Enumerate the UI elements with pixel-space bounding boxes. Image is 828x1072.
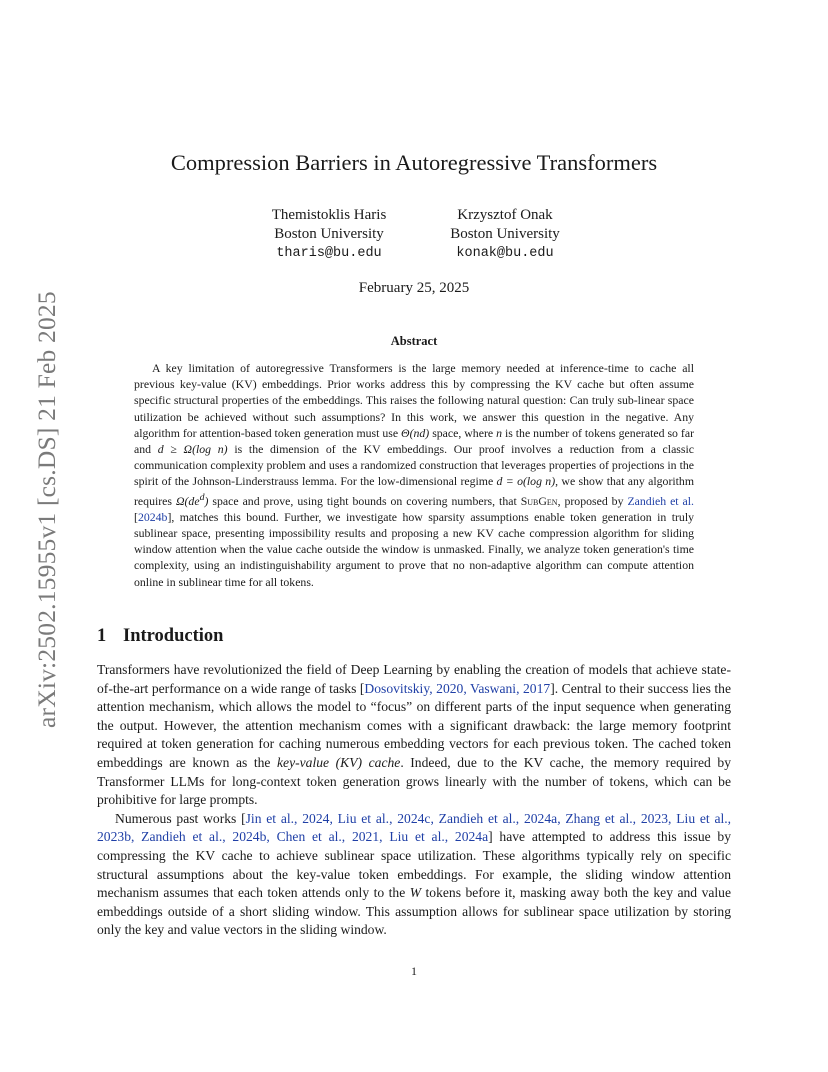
citation-link[interactable]: Jin et al., 2024 — [245, 810, 330, 826]
abstract-text: , we show that any algorithm requires — [134, 474, 695, 508]
abstract-text: , proposed by — [557, 493, 628, 508]
author-affiliation: Boston University — [274, 226, 384, 242]
section-title: Introduction — [123, 626, 224, 646]
math-part: Ω(de — [175, 493, 200, 508]
citation-link[interactable]: Chen et al., 2021 — [276, 829, 380, 845]
body-text: Numerous past works [ — [115, 810, 246, 826]
citation-link[interactable]: Zandieh et al. — [627, 493, 695, 508]
citation-link[interactable]: Liu et al., 2024c — [337, 810, 431, 826]
author-name: Themistoklis Haris — [271, 207, 387, 223]
body-text: . Indeed, due to the KV cache, the memory required by Transformer LLMs for long-context token generation grows linearly with the number of tokens, which can be prohibitive for large prompts. — [97, 754, 732, 808]
math-inline: n — [496, 425, 502, 440]
author-email[interactable]: konak@bu.edu — [456, 246, 554, 261]
intro-paragraph-1: Transformers have revolutionized the field of Deep Learning by enabling the creation of models that achieve state-of-the-art performance on a wide range of tasks [Dosovitskiy, 2020, Vaswani, 2017]. Central to their success lies the attention mechanism, which allows the model to “focus” on different parts of the input sequence when generating the output. However, the attention mechanism comes with a significant drawback: the large memory footprint required at token generation for caching numerous embedding vectors for each previous token. The cached token embeddings are known as the key-value (KV) cache. Indeed, due to the KV cache, the memory required by Transformer LLMs for long-context token generation grows linearly with the number of tokens, which can be prohibitive for large prompts. — [97, 662, 732, 808]
author-name: Krzysztof Onak — [457, 207, 553, 223]
author-email[interactable]: tharis@bu.edu — [276, 246, 382, 261]
author-haris — [248, 206, 410, 263]
citation-link[interactable]: Liu et al., 2023b — [97, 810, 732, 845]
citation-link[interactable]: Dosovitskiy, 2020 — [364, 680, 464, 696]
section-number: 1 — [97, 626, 107, 646]
section-heading-introduction — [97, 626, 223, 647]
citation-link[interactable]: Liu et al., 2024a — [389, 829, 489, 845]
page-number: 1 — [411, 964, 417, 978]
citation-link[interactable]: Zandieh et al., 2024a — [438, 810, 558, 826]
abstract-heading: Abstract — [390, 334, 438, 348]
citation-link[interactable]: Zandieh et al., 2024b — [141, 829, 267, 845]
emphasized-term: key-value (KV) cache — [277, 754, 401, 770]
citation-link[interactable]: 2024b — [137, 509, 168, 524]
body-text: ]. Central to their success lies the attention mechanism, which allows the model to “focus” on different parts of the input sequence when generating the output. However, the attention mechanism comes with a significant drawback: the large memory footprint required at token generation for caching numerous embedding vectors for each previous token. The cached token embeddings are known as the — [97, 680, 731, 770]
abstract-text: A key limitation of autoregressive Transformers is the large memory needed at inference-time to cache all previous key-value (KV) embeddings. Prior works address this by compressing the KV cache but often assume specific structural properties of the embeddings. This raises the following natural question: Can truly sub-linear space utilization be achieved without such assumptions? In this work, we answer this question in the negative. Any algorithm for attention-based token generation must use — [134, 361, 694, 440]
abstract-text: , matches this bound. Further, we investigate how sparsity assumptions enable token generation in truly sublinear space, presenting impossibility results and proposing a new KV cache compression algorithm for sliding window attention when the value cache outside the window is unmasked. Finally, we analyze token generation's time complexity, using an indistinguishability argument to prove that no non-adaptive algorithm can compute attention online in sublinear time for all tokens. — [134, 509, 694, 589]
introduction-body — [97, 661, 731, 940]
body-text: tokens before it, masking away both the key and value embeddings outside of a short sliding window. This assumption allows for sublinear space utilization by storing only the key and value vectors in the sliding window. — [97, 885, 732, 938]
math-inline: d ≥ Ω(log n) — [157, 442, 228, 457]
body-text: Transformers have revolutionized the field of Deep Learning by enabling the creation of models that achieve state-of-the-art performance on a wide range of tasks [ — [97, 662, 731, 696]
paper-date: February 25, 2025 — [358, 280, 470, 296]
paper-title: Compression Barriers in Autoregressive Transformers — [170, 150, 658, 175]
abstract-text: is the dimension of the KV embeddings. Our proof involves a reduction from a classic communication complexity problem and uses a randomized construction that leverages properties of projections in the spirit of the Johnson-Linderstrauss lemma. For the low-dimensional regime — [134, 442, 695, 489]
abstract-text: space, where — [429, 425, 497, 440]
arxiv-identifier-stamp: arXiv:2502.15955v1 [cs.DS] 21 Feb 2025 — [32, 291, 61, 728]
abstract-paragraph: A key limitation of autoregressive Transformers is the large memory needed at inference-time to cache all previous key-value (KV) embeddings. Prior works address this by compressing the KV cache but often assume specific structural properties of the embeddings. This raises the following natural question: Can truly sub-linear space utilization be achieved without such assumptions? In this work, we answer this question in the negative. Any algorithm for attention-based token generation must use Θ(nd) space, where n is the number of tokens generated so far and d ≥ Ω(log n) is the dimension of the KV embeddings. Our proof involves a reduction from a classic communication complexity problem and uses a randomized construction that leverages properties of projections in the spirit of the Johnson-Linderstrauss lemma. For the low-dimensional regime d = o(log n), we show that any algorithm requires $\Omega(de^d)$ space and prove, using tight bounds on covering numbers, that SubGen, proposed by Zandieh et al. [2024b], matches this bound. Further, we investigate how sparsity assumptions enable token generation in truly sublinear space, presenting impossibility results and proposing a new KV cache compression algorithm for sliding window attention when the value cache outside the window is unmasked. Finally, we analyze token generation's time complexity, using an indistinguishability argument to prove that no non-adaptive algorithm can compute attention online in sublinear time for all tokens. — [134, 361, 695, 589]
math-inline — [175, 491, 209, 508]
citation-link[interactable]: Vaswani, 2017 — [470, 680, 551, 696]
math-part: ) — [204, 493, 209, 508]
author-affiliation: Boston University — [450, 226, 560, 242]
body-text: ] have attempted to address this issue by compressing the KV cache to achieve sublinear space utilization. These algorithms typically rely on specific structural assumptions about the key-value token embeddings. For example, the sliding window attention mechanism assumes that each token attends only to the — [97, 829, 732, 901]
abstract-text: space and prove, using tight bounds on covering numbers, that — [208, 493, 521, 508]
intro-paragraph-2: Numerous past works [Jin et al., 2024, Liu et al., 2024c, Zandieh et al., 2024a, Zhang et al., 2023, Liu et al., 2023b, Zandieh et al., 2024b, Chen et al., 2021, Liu et al., 2024a] have attempted to address this issue by compressing the KV cache to achieve sublinear space utilization. These algorithms typically rely on specific structural assumptions about the key-value token embeddings. For example, the sliding window attention mechanism assumes that each token attends only to the W tokens before it, masking away both the key and value embeddings outside of a short sliding window. This assumption allows for sublinear space utilization by storing only the key and value vectors in the sliding window. — [97, 810, 732, 938]
algorithm-name: SubGen — [520, 493, 558, 508]
citation-link[interactable]: Zhang et al., 2023 — [565, 810, 669, 826]
author-onak — [424, 206, 586, 263]
abstract-text: is the number of tokens generated so far and — [134, 425, 694, 457]
math-inline: Θ(nd) — [401, 425, 430, 440]
math-inline: d = o(log n) — [496, 474, 556, 489]
math-superscript: d — [199, 491, 205, 503]
abstract-body — [134, 360, 694, 590]
math-inline: W — [409, 885, 422, 901]
